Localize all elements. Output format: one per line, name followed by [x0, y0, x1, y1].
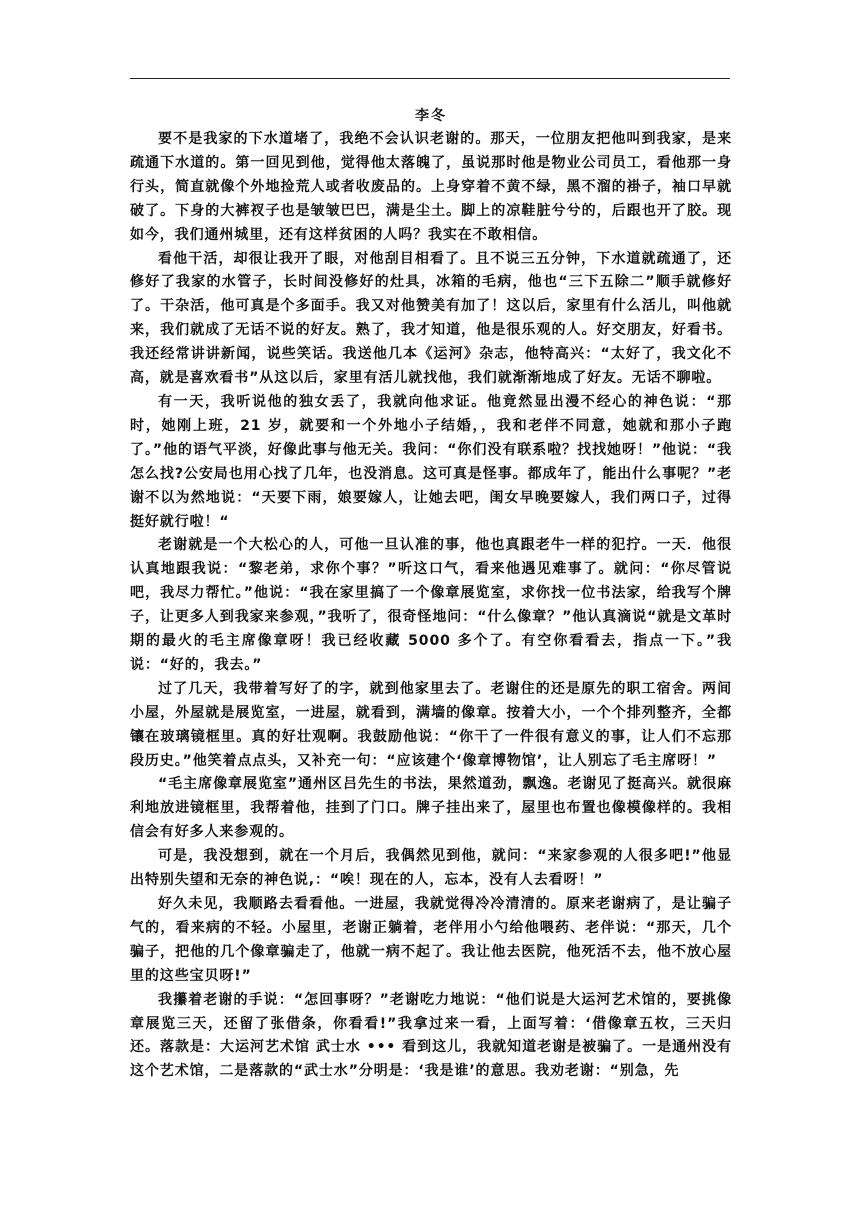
paragraph-8: 好久未见，我顺路去看看他。一进屋，我就觉得冷冷清清的。原来老谢病了，是让骗子气的，看来病的不轻。小屋里，老谢正躺着，老伴用小勺给他喂药、老伴说：“那天，几个骗子，把他的几个像章骗走了，他就一病不起了。我让他去医院，他死活不去，他不放心屋里的这些宝贝呀!”	[130, 896, 732, 984]
paragraph-3: 有一天，我听说他的独女丢了，我就向他求证。他竟然显出漫不经心的神色说：“那时，她刚上班，21 岁，就要和一个外地小子结婚，，我和老伴不同意，她就和那小子跑了。”他的语气平淡，好像此事与他无关。我问：“你们没有联系啦？找找她呀！”他说：“我怎么找?公安局也用心找了几年，也没消息。这可真是怪事。都成年了，能出什么事呢？”老谢不以为然地说：“天要下雨，娘要嫁人，让她去吧，闺女早晚要嫁人，我们两口子，过得挺好就行啦！“	[130, 393, 732, 530]
article-body	[130, 104, 732, 1084]
header-rule	[130, 78, 730, 79]
paragraph-5: 过了几天，我带着写好了的字，就到他家里去了。老谢住的还是原先的职工宿舍。两间小屋，外屋就是展览室，一进屋，就看到，满墙的像章。按着大小，一个个排列整齐，全都镶在玻璃镜框里。真的好壮观啊。我鼓励他说：“你干了一件很有意义的事，让人们不忘那段历史。”他笑着点点头，又补充一句：“应该建个‘像章博物馆’，让人别忘了毛主席呀！”	[130, 680, 732, 769]
paragraph-4: 老谢就是一个大松心的人，可他一旦认准的事，他也真跟老牛一样的犯拧。一天．他很认真地跟我说：“黎老弟，求你个事？”听这口气，看来他遇见难事了。就问：“你尽管说吧，我尽力帮忙。”他说：“我在家里搞了一个像章展览室，求你找一位书法家，给我写个牌子，让更多人到我家来参观，”我听了，很奇怪地问：“什么像章？”他认真滴说“就是文革时期的最火的毛主席像章呀！我已经收藏 5000 多个了。有空你看看去，指点一下。”我说：“好的，我去。”	[130, 537, 732, 673]
paragraph-2: 看他干活，却很让我开了眼，对他刮目相看了。且不说三五分钟，下水道就疏通了，还修好了我家的水管子，长时间没修好的灶具，冰箱的毛病，他也“三下五除二”顺手就修好了。干杂活，他可真是个多面手。我又对他赞美有加了！这以后，家里有什么活儿，叫他就来，我们就成了无话不说的好友。熟了，我才知道，他是很乐观的人。好交朋友，好看书。我还经常讲讲新闻，说些笑话。我送他几本《运河》杂志，他特高兴：“太好了，我文化不高，就是喜欢看书”从这以后，家里有活儿就找他，我们就渐渐地成了好友。无话不聊啦。	[130, 250, 732, 387]
paragraph-9: 我攥着老谢的手说：“怎回事呀？”老谢吃力地说：“他们说是大运河艺术馆的，要挑像章展览三天，还留了张借条，你看看!”我拿过来一看，上面写着：‘借像章五枚，三天归还。落款是：大运河艺术馆 武士水 ••• 看到这儿，我就知道老谢是被骗了。一是通州没有这个艺术馆，二是落款的“武士水”分明是：‘我是谁’的意思。我劝老谢：“别急，先	[130, 991, 732, 1080]
paragraph-7: 可是，我没想到，就在一个月后，我偶然见到他，就问：“来家参观的人很多吧!”他显出特别失望和无奈的神色说,：“唉！现在的人，忘本，没有人去看呀！”	[130, 848, 732, 889]
paragraph-6: “毛主席像章展览室”通州区吕先生的书法，果然道劲，飘逸。老谢见了挺高兴。就很麻利地放进镜框里，我帮着他，挂到了门口。牌子挂出来了，屋里也布置也像模像样的。我相信会有好多人来参观的。	[130, 776, 732, 841]
paragraph-1: 要不是我家的下水道堵了，我绝不会认识老谢的。那天，一位朋友把他叫到我家，是来疏通下水道的。第一回见到他，觉得他太落魄了，虽说那时他是物业公司员工，看他那一身行头，简直就像个外地捡荒人或者收废品的。上身穿着不黄不绿，黑不溜的褂子，袖口早就破了。下身的大裤衩子也是皱皱巴巴，满是尘土。脚上的凉鞋脏兮兮的，后跟也开了胶。现如今，我们通州城里，还有这样贫困的人吗？我实在不敢相信。	[130, 131, 732, 243]
author-name: 李冬	[415, 108, 447, 124]
